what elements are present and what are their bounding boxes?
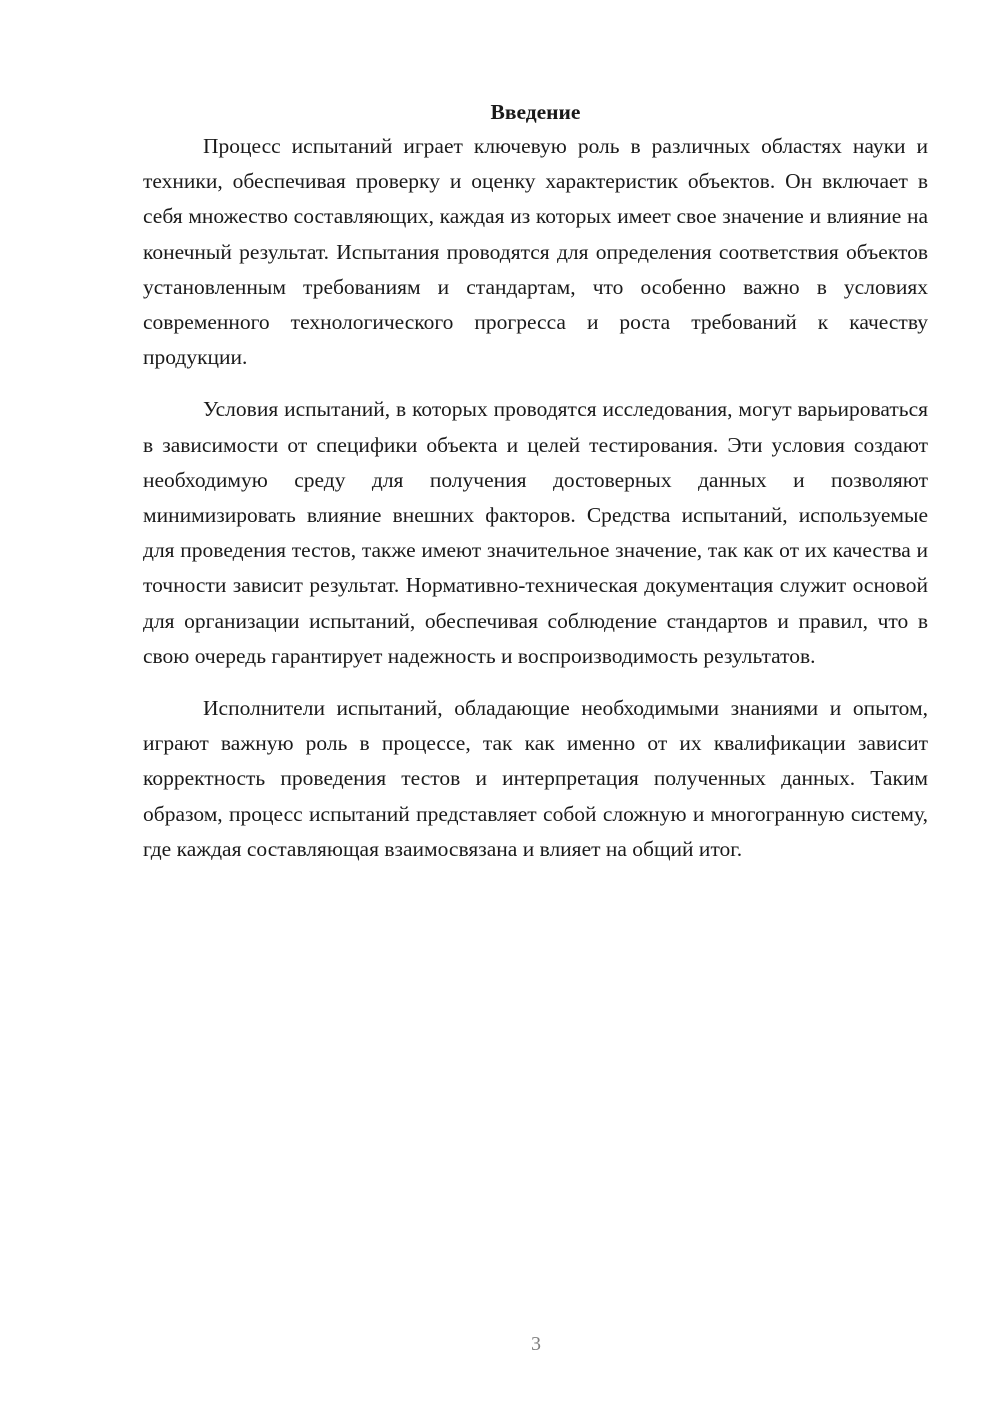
- page-content: [143, 95, 928, 867]
- paragraph-3: Исполнители испытаний, обладающие необходимыми знаниями и опытом, играют важную роль в процессе, так как именно от их квалификации зависит корректность проведения тестов и интерпретация полученных данных. Таким образом, процесс испытаний представляет собой сложную и многогранную систему, где каждая составляющая взаимосвязана и влияет на общий итог.: [143, 696, 928, 861]
- section-title: Введение: [490, 100, 581, 124]
- page-number: 3: [531, 1333, 541, 1355]
- paragraph-2: Условия испытаний, в которых проводятся исследования, могут варьироваться в зависимости от специфики объекта и целей тестирования. Эти условия создают необходимую среду для получения достоверных данных и позволяют минимизировать влияние внешних факторов. Средства испытаний, используемые для проведения тестов, также имеют значительное значение, так как от их качества и точности зависит результат. Нормативно-техническая документация служит основой для организации испытаний, обеспечивая соблюдение стандартов и правил, что в свою очередь гарантирует надежность и воспроизводимость результатов.: [143, 397, 928, 668]
- paragraph-1: Процесс испытаний играет ключевую роль в различных областях науки и техники, обеспечивая проверку и оценку характеристик объектов. Он включает в себя множество составляющих, каждая из которых имеет свое значение и влияние на конечный результат. Испытания проводятся для определения соответствия объектов установленным требованиям и стандартам, что особенно важно в условиях современного технологического прогресса и роста требований к качеству продукции.: [143, 134, 928, 370]
